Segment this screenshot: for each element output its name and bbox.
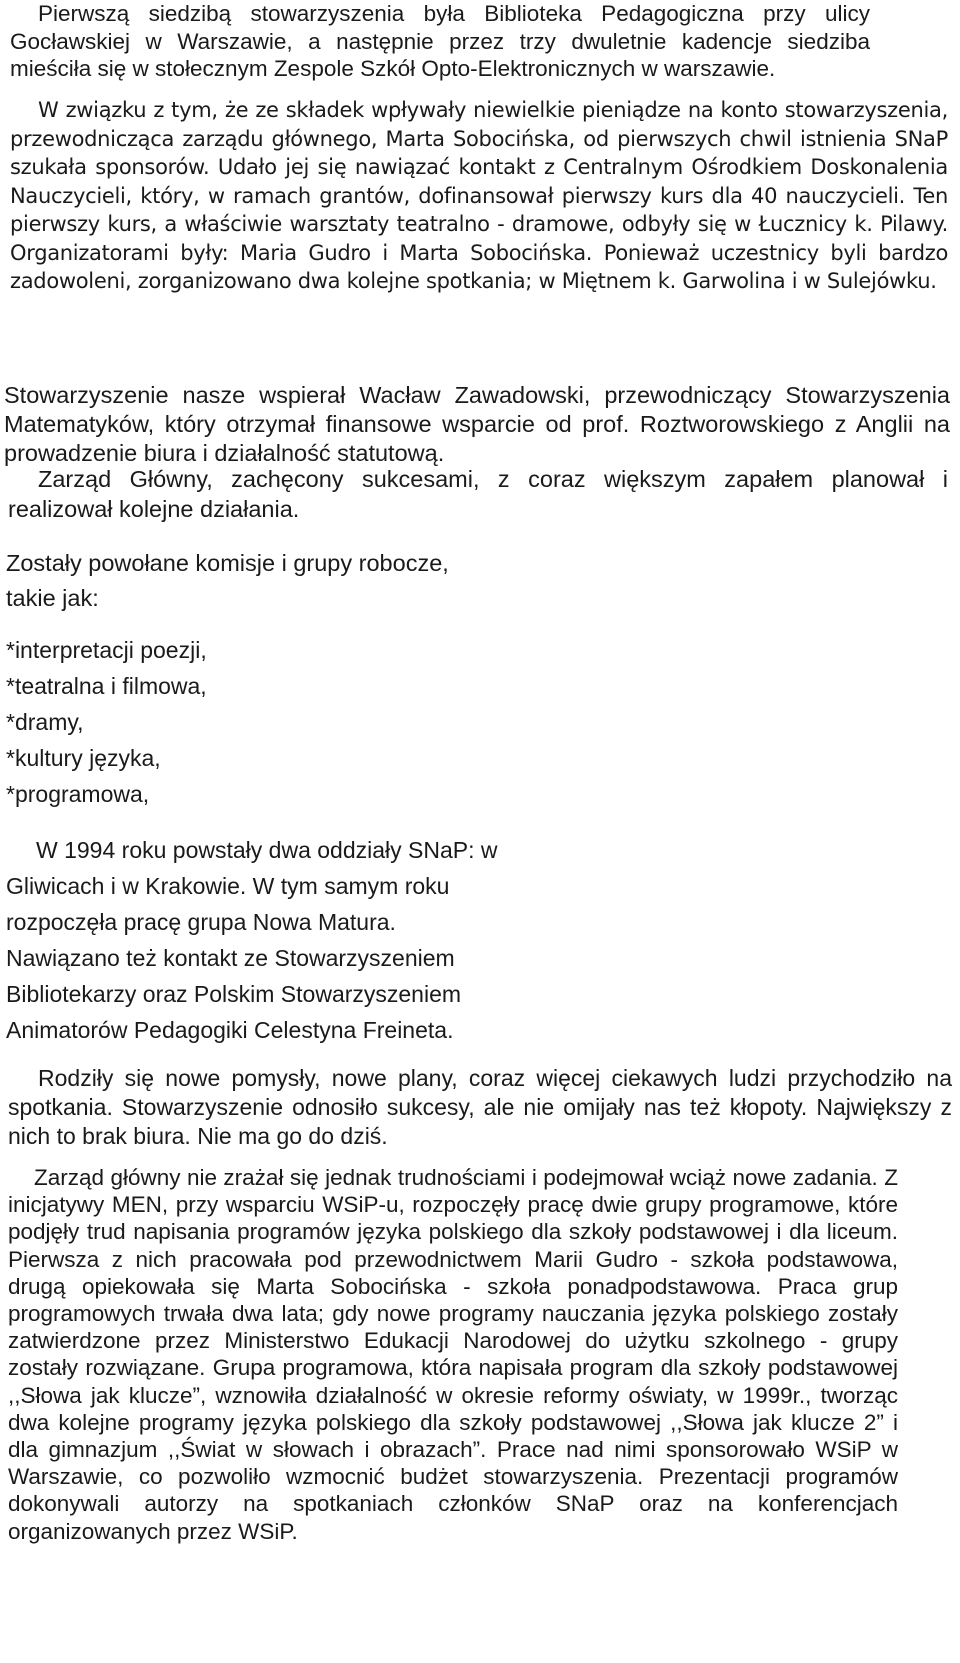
list-item: *teatralna i filmowa, (6, 673, 207, 699)
paragraph-new-ideas: Rodziły się nowe pomysły, nowe plany, coraz więcej ciekawych ludzi przychodziło na spotkania. Stowarzyszenie odnosiło sukcesy, ale nie omijały nas też kłopoty. Największy z nich to brak biura. Nie ma go do dziś. (8, 1065, 952, 1149)
commissions-line-2: takie jak: (6, 585, 99, 611)
paragraph-branches (6, 832, 706, 1048)
list-item: *kultury języka, (6, 745, 161, 771)
paragraph-support: Stowarzyszenie nasze wspierał Wacław Zawadowski, przewodniczący Stowarzyszenia Matematyków, który otrzymał finansowe wsparcie od prof. Roztworowskiego z Anglii na prowadzenie biura i działalność statutową. (4, 382, 950, 466)
paragraph-commissions (6, 546, 606, 616)
list-item: *programowa, (6, 781, 150, 807)
branches-line-2: Gliwicach i w Krakowie. W tym samym roku (6, 873, 450, 899)
paragraph-program-groups: Zarząd główny nie zrażał się jednak trudnościami i podejmował wciąż nowe zadania. Z inicjatywy MEN, przy wsparciu WSiP-u, rozpoczęły pracę dwie grupy programowe, które podjęły trud napisania programów języka polskiego dla szkoły podstawowej i dla liceum. Pierwsza z nich pracowała pod przewodnictwem Marii Gudro - szkoła podstawowa, drugą opiekowała się Marta Sobocińska - szkoła ponadpodstawowa. Praca grup programowych trwała dwa lata; gdy nowe programy nauczania języka polskiego zostały zatwierdzone przez Ministerstwo Edukacji Narodowej do użytku szkolnego - grupy zostały rozwiązane. Grupa programowa, która napisała program dla szkoły podstawowej ,,Słowa jak klucze”, wznowiła działalność w okresie reformy oświaty, w 1999r., tworząc dwa kolejne programy języka polskiego dla szkoły podstawowej ,,Słowa jak klucze 2” i dla gimnazjum ,,Świat w słowach i obrazach”. Prace nad nimi sponsorowało WSiP w Warszawie, co pozwoliło wzmocnić budżet stowarzyszenia. Prezentacji programów dokonywali autorzy na spotkaniach członków SNaP oraz na konferencjach organizowanych przez WSiP. (8, 1165, 898, 1544)
list-item: *interpretacji poezji, (6, 637, 207, 663)
branches-line-4: Nawiązano też kontakt ze Stowarzyszeniem (6, 945, 455, 971)
branches-line-5: Bibliotekarzy oraz Polskim Stowarzyszeniem (6, 981, 462, 1007)
paragraph-headquarters: Pierwszą siedzibą stowarzyszenia była Biblioteka Pedagogiczna przy ulicy Gocławskiej w Warszawie, a następnie przez trzy dwuletnie kadencje siedziba mieściła się w stołecznym Zespole Szkół Opto-Elektronicznych w warszawie. (10, 1, 870, 81)
branches-line-6: Animatorów Pedagogiki Celestyna Freineta. (6, 1017, 454, 1043)
branches-line-1: W 1994 roku powstały dwa oddziały SNaP: w (36, 837, 498, 863)
paragraph-board: Zarząd Główny, zachęcony sukcesami, z coraz większym zapałem planował i realizował kolejne działania. (8, 466, 948, 522)
paragraph-sponsors: W związku z tym, że ze składek wpływały niewielkie pieniądze na konto stowarzyszenia, przewodnicząca zarządu głównego, Marta Sobocińska, od pierwszych chwil istnienia SNaP szukała sponsorów. Udało jej się nawiązać kontakt z Centralnym Ośrodkiem Doskonalenia Nauczycieli, który, w ramach grantów, dofinansował pierwszy kurs dla 40 nauczycieli. Ten pierwszy kurs, a właściwie warsztaty teatralno - dramowe, odbyły się w Łucznicy k. Pilawy. Organizatorami były: Maria Gudro i Marta Sobocińska. Ponieważ uczestnicy byli bardzo zadowoleni, zorganizowano dwa kolejne spotkania; w Miętnem k. Garwolina i w Sulejówku. (10, 98, 948, 293)
list-item: *dramy, (6, 709, 84, 735)
commissions-line-1: Zostały powołane komisje i grupy robocze, (6, 550, 449, 576)
branches-line-3: rozpoczęła pracę grupa Nowa Matura. (6, 909, 396, 935)
